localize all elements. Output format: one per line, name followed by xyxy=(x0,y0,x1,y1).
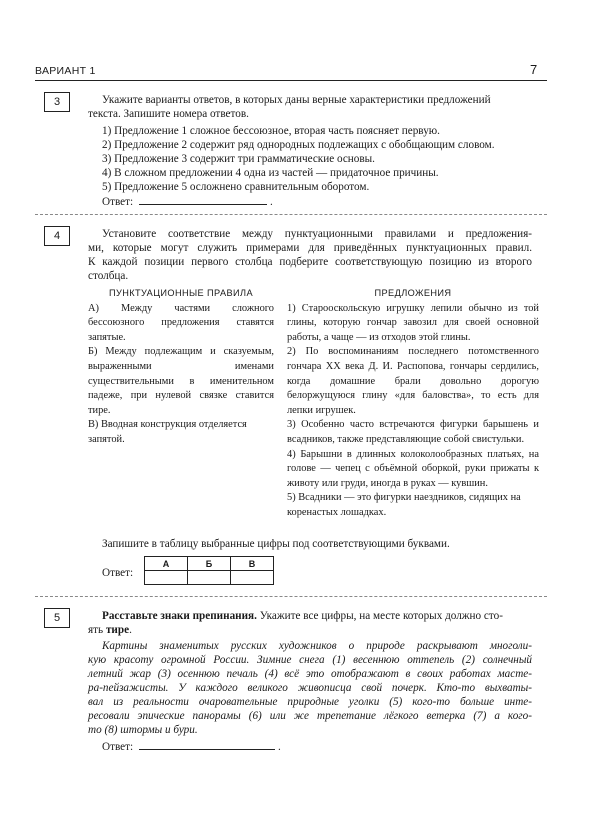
rule-item: В) Вводная конструкция отделяется запятой. xyxy=(88,419,247,445)
q3-option: 4) В сложном предложении 4 одна из частей — придаточное причины. xyxy=(102,167,439,179)
q5-text-line: ра-пейзажисты. У каждого великого живописца свой почерк. Кто-то выхваты- xyxy=(88,682,532,694)
q4-intro-line: Установите соответствие между пунктуационными правилами и предложения- xyxy=(102,228,532,240)
q3-option: 5) Предложение 5 осложнено сравнительным оборотом. xyxy=(102,181,370,193)
q5-text-line: Картины знаменитых русских художников о природе раскрывают многоли- xyxy=(102,640,532,652)
q5-text-line: то (8) штормы и бури. xyxy=(88,724,198,736)
q5-instruction-bold: Расставьте знаки препинания. xyxy=(102,610,257,622)
answer-cell-a[interactable] xyxy=(145,571,188,585)
sentence-item: 3) Особенно часто встречаются фигурки барышень и всадников, также представляющие собой свистульки. xyxy=(287,419,539,445)
table-header-b: Б xyxy=(188,557,231,571)
task-number-3: 3 xyxy=(44,92,70,112)
sentences-column xyxy=(287,286,539,521)
q3-intro-line1: Укажите варианты ответов, в которых даны верные характеристики предложений xyxy=(102,94,491,106)
answer-field[interactable] xyxy=(139,739,275,750)
q5-instruction-line2 xyxy=(88,623,132,637)
q5-instruction-line1 xyxy=(88,609,532,623)
sentence-item: 1) Старооскольскую игрушку лепили обычно из той глины, которую гончар завозил для своей основной работы, а чаще — из отходов этой глины. xyxy=(287,302,539,343)
q5-instruction-pre: ять xyxy=(88,624,106,636)
q5-text-line: летний жар (3) осеннюю печаль (4) всё это отображают в своих работах масте- xyxy=(88,668,532,680)
header-variant: ВАРИАНТ 1 xyxy=(35,65,96,77)
table-header-a: А xyxy=(145,557,188,571)
separator xyxy=(35,596,547,597)
sentence-item: 2) По воспоминаниям последнего потомственного гончара XX века Д. И. Распопова, гончары сердились, когда домашние брали довольно дорогую белоржущуюся глину «для баловства», то есть для лепки игрушек. xyxy=(287,346,539,416)
sentences-header: ПРЕДЛОЖЕНИЯ xyxy=(374,288,452,298)
q5-answer: Ответ: . xyxy=(102,741,281,753)
q5-instruction-keyword: тире xyxy=(105,624,130,636)
q5-text-line: вал из реальности очаровательные природные уголки (5) кого-то больше инте- xyxy=(88,696,532,708)
task-number-5: 5 xyxy=(44,608,70,628)
q5-text-line: ресовали эпические панорамы (6) или же трепетание лёгкого ветерка (7) а кого- xyxy=(88,710,532,722)
rule-item: Б) Между подлежащим и сказуемым, выраженными именами существительными в именительном падеже, при нулевой связке ставится тире. xyxy=(88,346,274,416)
q3-option: 2) Предложение 2 содержит ряд однородных подлежащих с обобщающим словом. xyxy=(102,139,495,151)
q5-text-line: кую красоту огромной России. Зимние снега (1) весеннюю оттепель (2) солнечный xyxy=(88,654,532,666)
answer-cell-v[interactable] xyxy=(231,571,274,585)
q3-option: 1) Предложение 1 сложное бессоюзное, вторая часть поясняет первую. xyxy=(102,125,440,137)
q4-intro-line: столбца. xyxy=(88,270,129,282)
page-number: 7 xyxy=(530,62,538,77)
q4-answer-label: Ответ: xyxy=(102,567,134,579)
q5-instruction-rest: Укажите все цифры, на месте которых должно сто- xyxy=(256,610,503,622)
rules-column xyxy=(88,286,274,448)
answer-table xyxy=(144,556,274,585)
header-rule xyxy=(35,80,547,81)
q3-intro-line2: текста. Запишите номера ответов. xyxy=(88,108,249,120)
q3-option: 3) Предложение 3 содержит три грамматические основы. xyxy=(102,153,375,165)
table-instruction: Запишите в таблицу выбранные цифры под соответствующими буквами. xyxy=(102,538,450,550)
answer-cell-b[interactable] xyxy=(188,571,231,585)
sentence-item: 4) Барышни в длинных колоколообразных платьях, на голове — чепец с объёмной оборкой, руки прижаты к животу или груди, иногда в руках — кувшин. xyxy=(287,448,539,489)
q4-intro-line: ми, которые могут служить примерами для приведённых пунктуационных правил. xyxy=(88,242,532,254)
task-number-4: 4 xyxy=(44,226,70,246)
rules-header: ПУНКТУАЦИОННЫЕ ПРАВИЛА xyxy=(109,288,253,298)
answer-field[interactable] xyxy=(139,194,267,205)
sentence-item: 5) Всадники — это фигурки наездников, сидящих на коренастых лошадках. xyxy=(287,492,521,518)
q3-answer: Ответ: . xyxy=(102,196,273,208)
q4-intro-line: К каждой позиции первого столбца подберите соответствующую позицию из второго xyxy=(88,256,532,268)
rule-item: А) Между частями сложного бессоюзного предложения ставятся запятые. xyxy=(88,302,274,343)
separator xyxy=(35,214,547,215)
answer-label: Ответ: xyxy=(102,741,134,753)
q5-instruction-post: . xyxy=(129,624,132,636)
answer-label: Ответ: xyxy=(102,196,134,208)
table-header-v: В xyxy=(231,557,274,571)
